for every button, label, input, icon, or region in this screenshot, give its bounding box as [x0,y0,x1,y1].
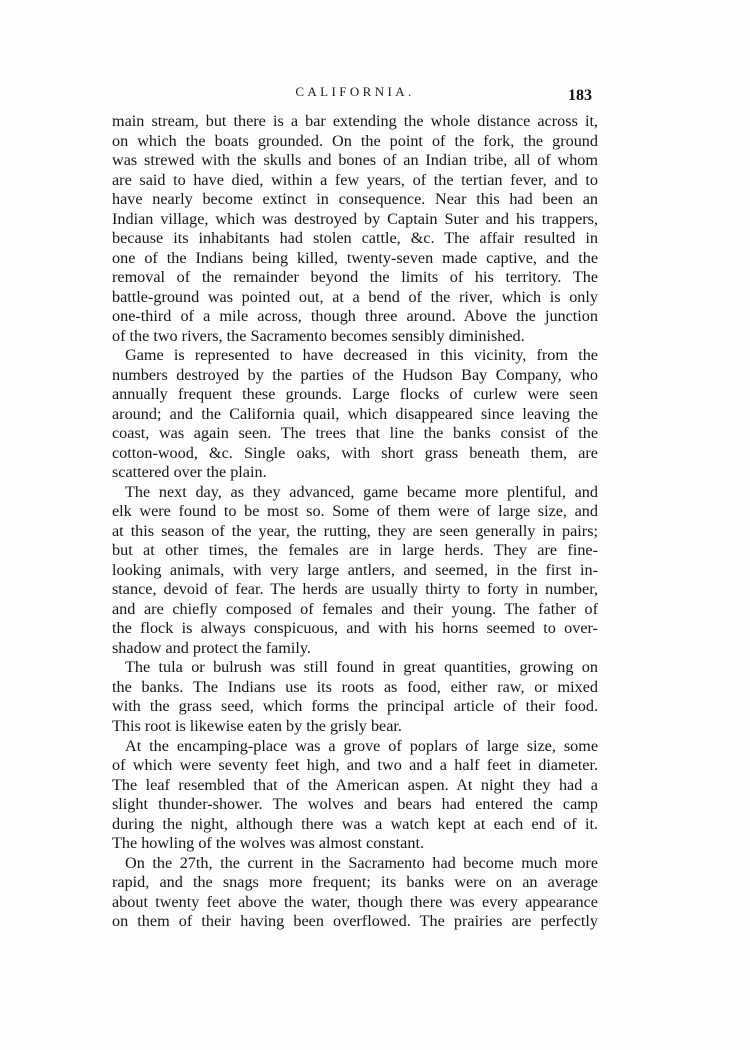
page-number: 183 [568,87,592,104]
paragraph [112,854,598,932]
text-line: looking animals, with very large antlers, and seemed, in the first in- [112,560,598,579]
body-text [112,112,598,932]
text-line: main stream, but there is a bar extending the whole distance across it, [112,112,598,130]
text-line: at this season of the year, the rutting, they are seen generally in pairs; [112,521,598,540]
text-line: are said to have died, within a few years, of the tertian fever, and to [112,170,598,189]
text-line: The next day, as they advanced, game became more plentiful, and [125,482,598,501]
text-line: coast, was again seen. The trees that line the banks consist of the [112,424,598,443]
text-line: on which the boats grounded. On the point of the fork, the ground [112,131,598,150]
text-line: The tula or bulrush was still found in great quantities, growing on [125,658,598,677]
text-line: because its inhabitants had stolen cattle, &c. The affair resulted in [112,229,598,248]
text-line: battle-ground was pointed out, at a bend of the river, which is only [112,287,598,306]
text-line: one of the Indians being killed, twenty-seven made captive, and the [112,248,598,267]
text-line: removal of the remainder beyond the limits of his territory. The [112,268,598,287]
text-line: and are chiefly composed of females and their young. The father of [112,599,598,618]
text-line: elk were found to be most so. Some of them were of large size, and [112,502,598,521]
text-line: around; and the California quail, which disappeared since leaving the [112,404,598,423]
text-line: was strewed with the skulls and bones of an Indian tribe, all of whom [112,151,598,170]
running-head [112,84,598,106]
text-line: Game is represented to have decreased in this vicinity, from the [125,346,598,365]
paragraph [112,112,598,346]
text-line: stance, devoid of fear. The herds are usually thirty to forty in number, [112,580,598,599]
paragraph [112,737,598,854]
text-line: The howling of the wolves was almost constant. [112,834,425,853]
text-line: shadow and protect the family. [112,638,311,657]
text-line: rapid, and the snags more frequent; its banks were on an average [112,873,598,892]
text-line: slight thunder-shower. The wolves and bears had entered the camp [112,795,598,814]
text-line: the banks. The Indians use its roots as food, either raw, or mixed [112,677,598,696]
text-line: Indian village, which was destroyed by Captain Suter and his trappers, [112,209,598,228]
paragraph [112,346,598,483]
text-line: one-third of a mile across, though three around. Above the junction [112,307,598,326]
paragraph [112,658,598,736]
paragraph [112,483,598,659]
text-line: have nearly become extinct in consequence. Near this had been an [112,190,598,209]
text-line: of the two rivers, the Sacramento becomes sensibly diminished. [112,326,525,345]
text-line: This root is likewise eaten by the grisly bear. [112,716,402,735]
text-line: during the night, although there was a watch kept at each end of it. [112,814,598,833]
text-line: At the encamping-place was a grove of poplars of large size, some [125,736,598,755]
text-line: cotton-wood, &c. Single oaks, with short grass beneath them, are [112,443,598,462]
text-line: numbers destroyed by the parties of the Hudson Bay Company, who [112,365,598,384]
text-line: on them of their having been overflowed. The prairies are perfectly [112,912,598,931]
text-line: On the 27th, the current in the Sacramento had become much more [125,853,598,872]
text-line: with the grass seed, which forms the principal article of their food. [112,697,598,716]
text-line: of which were seventy feet high, and two and a half feet in diameter. [112,756,598,775]
text-line: The leaf resembled that of the American aspen. At night they had a [112,775,598,794]
text-line: the flock is always conspicuous, and with his horns seemed to over- [112,619,598,638]
running-title: CALIFORNIA. [295,84,415,99]
text-line: annually frequent these grounds. Large flocks of curlew were seen [112,385,598,404]
text-line: but at other times, the females are in large herds. They are fine- [112,541,598,560]
text-line: scattered over the plain. [112,463,267,482]
text-line: about twenty feet above the water, though there was every appearance [112,892,598,911]
